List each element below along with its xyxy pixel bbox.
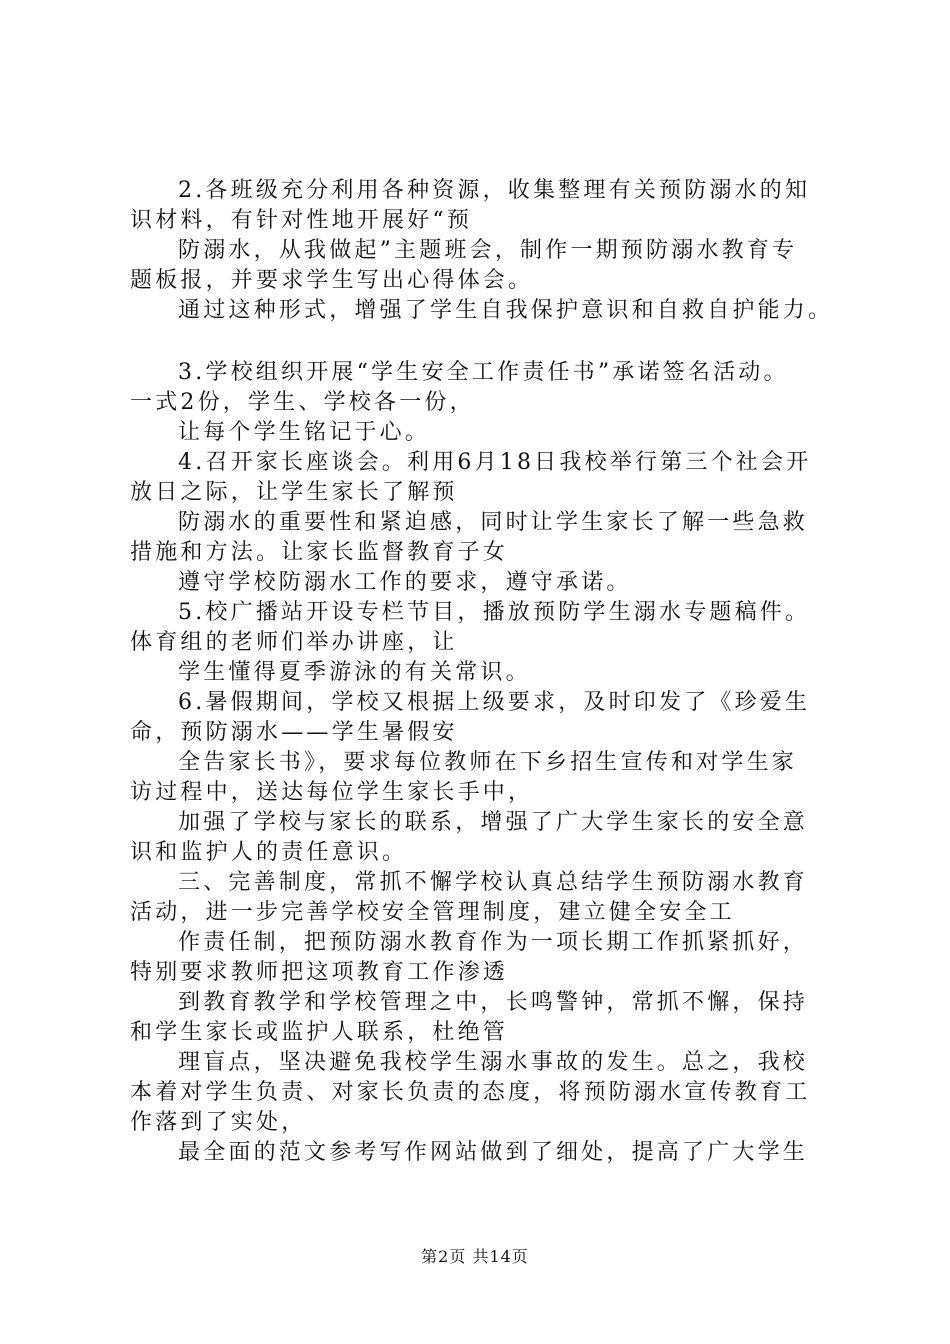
text-line: 作落到了实处， [130,1110,307,1135]
text-line: 识和监护人的责任意识。 [130,840,408,865]
text-line: 措施和方法。让家长监督教育子女 [130,540,509,565]
text-line: 到教育教学和学校管理之中，长鸣警钟，常抓不懈，保持 [178,990,809,1015]
text-line: 防溺水的重要性和紧迫感，同时让学生家长了解一些急救 [178,510,809,535]
page-footer [0,1244,950,1267]
text-line: 和学生家长或监护人联系，杜绝管 [130,1020,509,1045]
text-line: 4.召开家长座谈会。利用6月18日我校举行第三个社会开 [178,450,812,475]
body-text [130,176,850,1168]
text-line: 最全面的范文参考写作网站做到了细处，提高了广大学生 [178,1140,809,1165]
text-line: 作责任制，把预防溺水教育作为一项长期工作抓紧抓好， [178,930,809,955]
text-line: 遵守学校防溺水工作的要求，遵守承诺。 [178,570,632,595]
text-line: 访过程中，送达每位学生家长手中， [130,780,534,805]
text-line: 活动，进一步完善学校安全管理制度，建立健全安全工 [130,900,735,925]
text-line: 特别要求教师把这项教育工作渗透 [130,960,509,985]
text-line: 体育组的老师们举办讲座，让 [130,630,458,655]
text-line: 让每个学生铭记于心。 [178,420,431,445]
text-line: 题板报，并要求学生写出心得体会。 [130,268,534,293]
text-line: 本着对学生负责、对家长负责的态度，将预防溺水宣传教育工 [130,1080,811,1105]
text-line: 2.各班级充分利用各种资源，收集整理有关预防溺水的知 [178,178,811,203]
text-line: 3.学校组织开展“学生安全工作责任书”承诺签名活动。 [178,360,789,385]
text-line: 全告家长书》，要求每位教师在下乡招生宣传和对学生家 [178,750,798,775]
text-line: 命，预防溺水——学生暑假安 [130,720,458,745]
text-line: 识材料，有针对性地开展好“预 [130,208,473,233]
text-line: 一式2份，学生、学校各一份， [130,390,475,415]
text-line: 5.校广播站开设专栏节目，播放预防学生溺水专题稿件。 [178,600,811,625]
text-line: 三、完善制度，常抓不懈学校认真总结学生预防溺水教育 [178,870,809,895]
text-line: 学生懂得夏季游泳的有关常识。 [178,660,531,685]
text-line: 加强了学校与家长的联系，增强了广大学生家长的安全意 [178,810,809,835]
page-number: 第2页 共14页 [421,1247,529,1266]
text-line: 通过这种形式，增强了学生自我保护意识和自救自护能力。 [178,298,834,323]
text-line: 理盲点，坚决避免我校学生溺水事故的发生。总之，我校 [178,1050,809,1075]
text-line: 防溺水，从我做起”主题班会，制作一期预防溺水教育专 [178,238,798,263]
text-line: 放日之际，让学生家长了解预 [130,480,458,505]
text-line: 6.暑假期间，学校又根据上级要求，及时印发了《珍爱生 [178,690,811,715]
